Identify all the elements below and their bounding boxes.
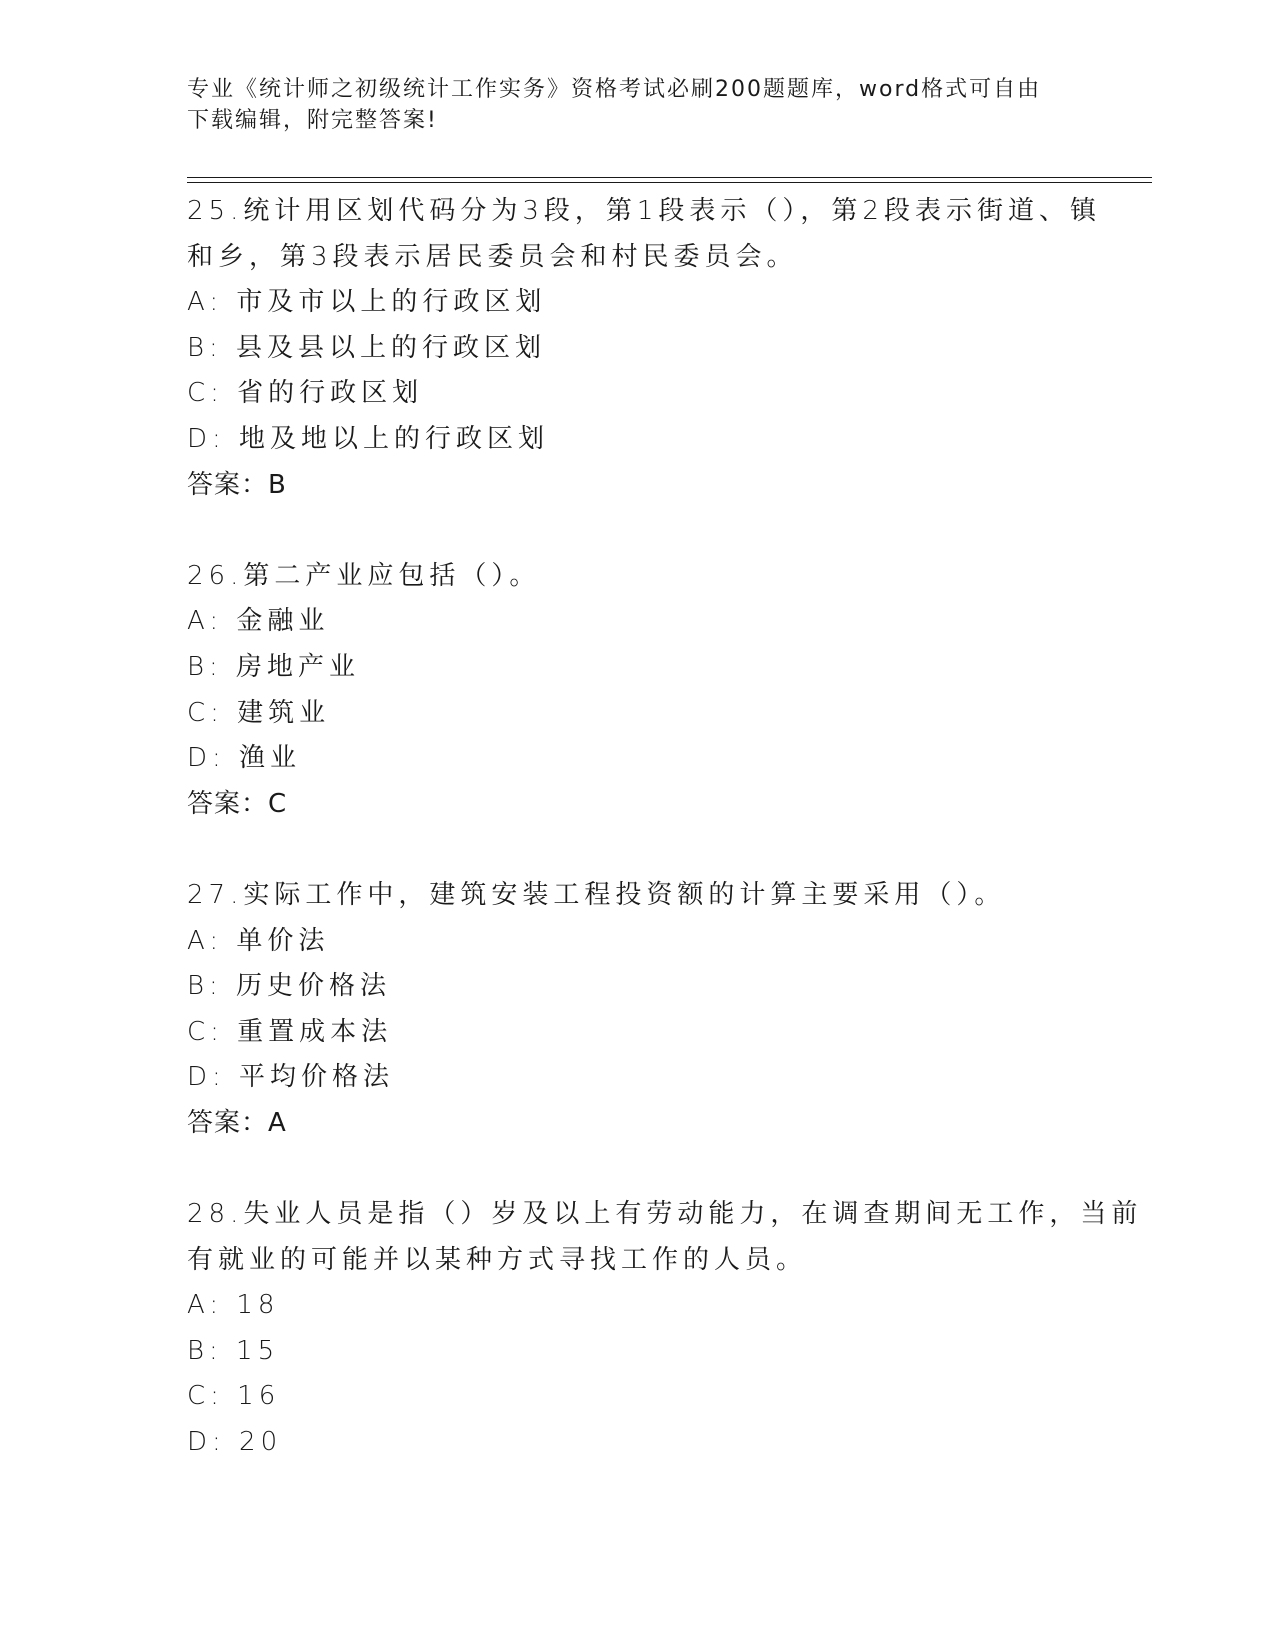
option-b: B: 历史价格法 bbox=[187, 971, 392, 1002]
option-b: B: 房地产业 bbox=[187, 651, 361, 682]
answer: 答案：C bbox=[187, 788, 288, 819]
question-text-line: 有就业的可能并以某种方式寻找工作的人员。 bbox=[187, 1244, 808, 1275]
question-text-line: 25.统计用区划代码分为3段，第1段表示（），第2段表示街道、镇 bbox=[187, 196, 1101, 226]
option-a: A: 金融业 bbox=[187, 606, 330, 637]
answer: 答案：A bbox=[187, 1107, 287, 1138]
question-list bbox=[187, 189, 1143, 1466]
option-a: A: 18 bbox=[187, 1290, 280, 1321]
question-28 bbox=[187, 1192, 1143, 1466]
option-d: D: 地及地以上的行政区划 bbox=[187, 423, 550, 454]
option-b: B: 15 bbox=[187, 1335, 280, 1366]
question-27 bbox=[187, 873, 1087, 1192]
header-divider-bottom bbox=[187, 182, 1152, 183]
option-c: C: 16 bbox=[187, 1381, 281, 1412]
option-d: D: 渔业 bbox=[187, 743, 302, 774]
spacer bbox=[187, 827, 1087, 873]
question-text-line: 26.第二产业应包括（）。 bbox=[187, 560, 541, 591]
question-25 bbox=[187, 189, 1101, 554]
header-line-2: 下载编辑，附完整答案! bbox=[187, 108, 438, 133]
option-c: C: 重置成本法 bbox=[187, 1016, 393, 1047]
question-text-line: 28.失业人员是指（）岁及以上有劳动能力，在调查期间无工作，当前 bbox=[187, 1199, 1143, 1230]
option-b: B: 县及县以上的行政区划 bbox=[187, 332, 547, 363]
option-d: D: 平均价格法 bbox=[187, 1062, 395, 1093]
option-c: C: 省的行政区划 bbox=[187, 378, 424, 409]
header-divider-top bbox=[187, 177, 1152, 178]
option-c: C: 建筑业 bbox=[187, 697, 331, 728]
answer: 答案：B bbox=[187, 469, 287, 500]
option-a: A: 市及市以上的行政区划 bbox=[187, 287, 547, 318]
question-text-line: 和乡，第3段表示居民委员会和村民委员会。 bbox=[187, 241, 798, 272]
option-a: A: 单价法 bbox=[187, 925, 330, 956]
header-line-1: 专业《统计师之初级统计工作实务》资格考试必刷200题题库，word格式可自由 bbox=[187, 77, 1042, 102]
question-text-line: 27.实际工作中，建筑安装工程投资额的计算主要采用（）。 bbox=[187, 879, 1006, 910]
spacer bbox=[187, 508, 1087, 554]
document-header bbox=[187, 74, 1087, 136]
spacer bbox=[187, 1146, 1087, 1192]
question-26 bbox=[187, 554, 1087, 873]
option-d: D: 20 bbox=[187, 1427, 283, 1458]
